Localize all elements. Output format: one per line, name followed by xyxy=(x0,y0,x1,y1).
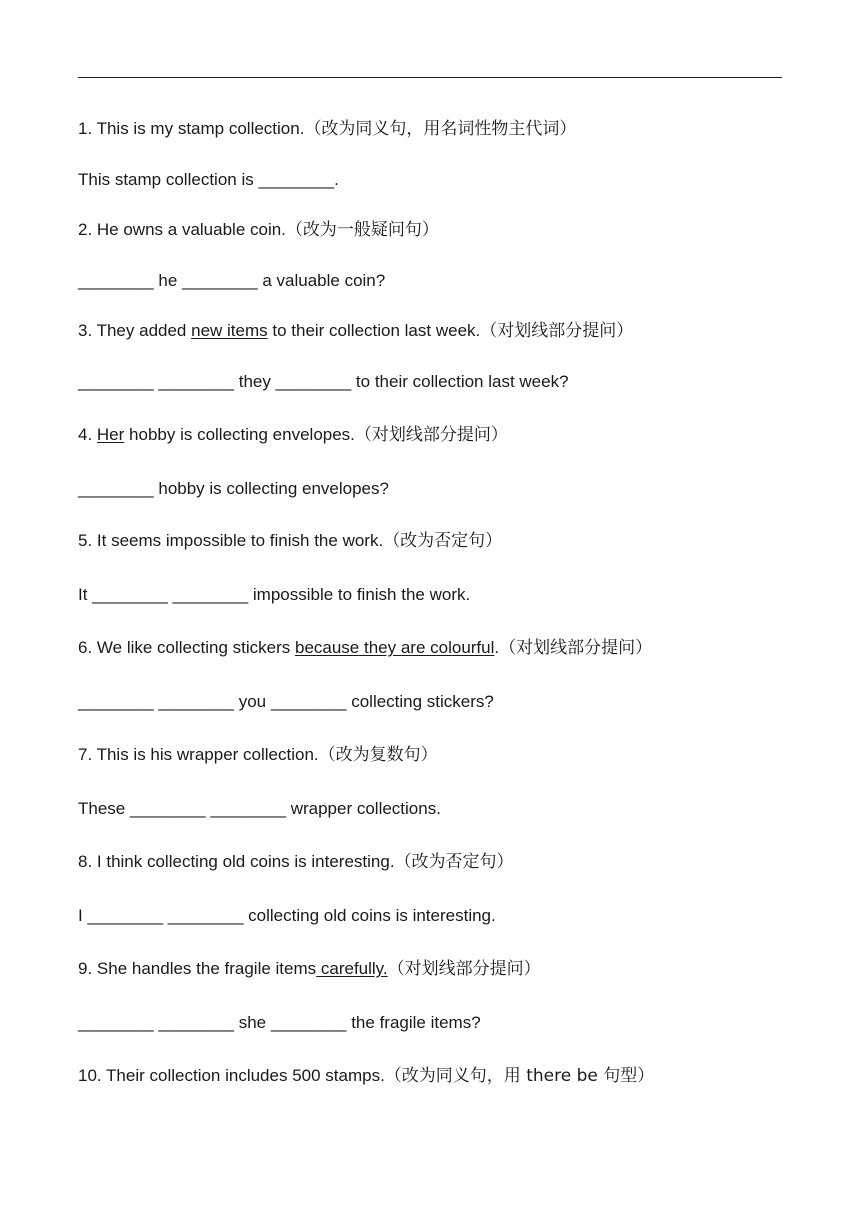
answer-line-6[interactable]: ________ ________ you ________ collecting stickers? xyxy=(78,692,494,711)
answer-line-1[interactable]: This stamp collection is ________. xyxy=(78,170,339,189)
question-text: 7. This is his wrapper collection. xyxy=(78,745,319,764)
question-8 xyxy=(78,851,514,873)
question-2 xyxy=(78,219,439,241)
instruction-text: （改为否定句） xyxy=(383,531,503,551)
instruction-text: （改为一般疑问句） xyxy=(285,220,439,240)
question-4 xyxy=(78,424,508,446)
instruction-text: （对划线部分提问） xyxy=(354,425,508,445)
answer-line-2[interactable]: ________ he ________ a valuable coin? xyxy=(78,271,386,290)
question-text: hobby is collecting envelopes. xyxy=(124,425,355,444)
question-text: 4. xyxy=(78,425,97,444)
header-rule xyxy=(78,77,782,78)
instruction-text: （对划线部分提问） xyxy=(499,638,653,658)
answer-line-3[interactable]: ________ ________ they ________ to their collection last week? xyxy=(78,372,569,391)
question-text: to their collection last week. xyxy=(267,321,481,340)
answer-line-7[interactable]: These ________ ________ wrapper collections. xyxy=(78,799,441,818)
answer-line-9[interactable]: ________ ________ she ________ the fragile items? xyxy=(78,1013,481,1032)
question-text: 5. It seems impossible to finish the work. xyxy=(78,531,384,550)
underlined-text: because they are colourful xyxy=(294,638,495,657)
instruction-text: （对划线部分提问） xyxy=(387,959,541,979)
question-text: 6. We like collecting stickers xyxy=(78,638,295,657)
instruction-text: （改为同义句，用名词性物主代词） xyxy=(304,119,577,139)
answer-line-8[interactable]: I ________ ________ collecting old coins is interesting. xyxy=(78,906,496,925)
question-text: . xyxy=(494,638,500,657)
question-text: 1. This is my stamp collection. xyxy=(78,119,305,138)
question-10 xyxy=(78,1065,654,1087)
question-3 xyxy=(78,320,633,342)
question-5 xyxy=(78,530,502,552)
instruction-text: （对划线部分提问） xyxy=(480,321,634,341)
question-text: 2. He owns a valuable coin. xyxy=(78,220,286,239)
underlined-text: new items xyxy=(191,321,268,340)
underlined-text: Her xyxy=(96,425,125,444)
question-text: 8. I think collecting old coins is interesting. xyxy=(78,852,395,871)
question-1 xyxy=(78,118,576,140)
question-text: 10. Their collection includes 500 stamps. xyxy=(78,1066,385,1085)
instruction-text: （改为同义句，用 there be 句型） xyxy=(384,1066,655,1086)
question-9 xyxy=(78,958,541,980)
question-6 xyxy=(78,637,652,659)
instruction-text: （改为复数句） xyxy=(318,745,438,765)
answer-line-5[interactable]: It ________ ________ impossible to finish the work. xyxy=(78,585,471,604)
instruction-text: （改为否定句） xyxy=(394,852,514,872)
question-text: 3. They added xyxy=(78,321,192,340)
question-7 xyxy=(78,744,438,766)
underlined-text: carefully. xyxy=(316,959,388,978)
answer-line-4[interactable]: ________ hobby is collecting envelopes? xyxy=(78,479,389,498)
question-text: 9. She handles the fragile items xyxy=(78,959,317,978)
